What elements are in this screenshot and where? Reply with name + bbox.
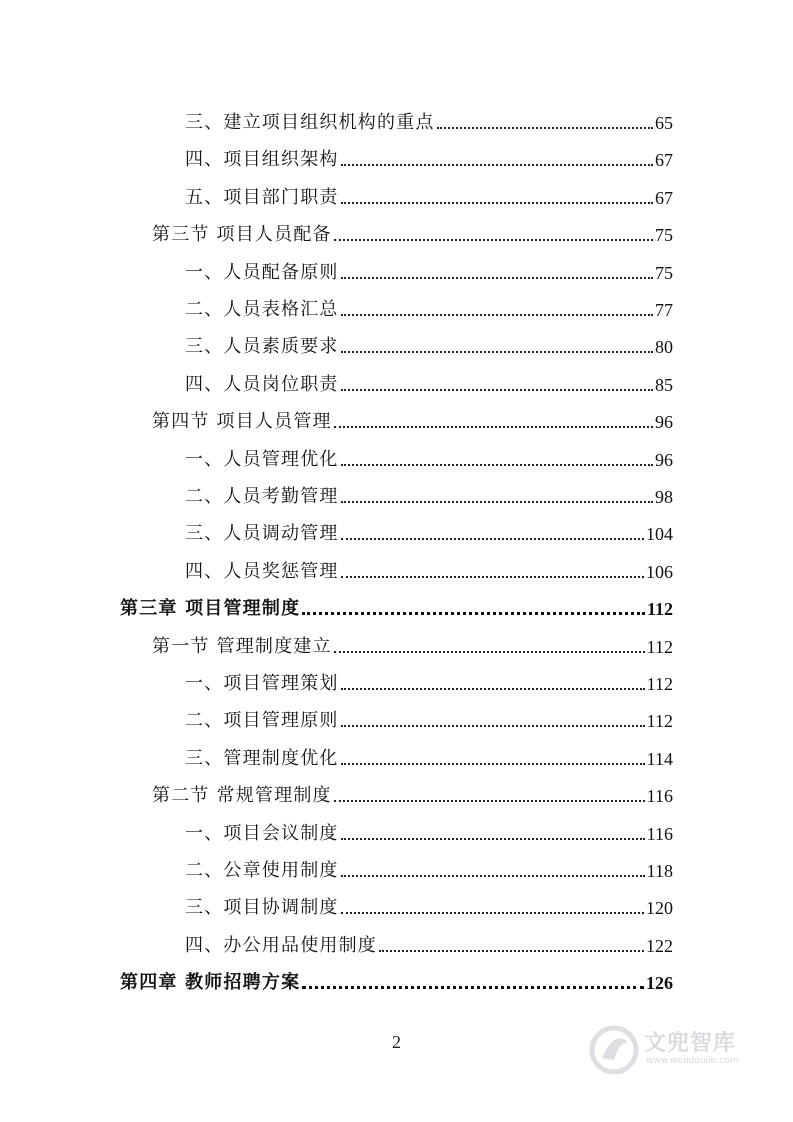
toc-dot-leader — [341, 314, 653, 316]
toc-dot-leader — [341, 501, 653, 503]
toc-entry-page: 114 — [646, 748, 673, 769]
toc-entry-label: 一、项目会议制度 — [185, 822, 339, 844]
toc-entry-label: 第三章 项目管理制度 — [120, 598, 301, 620]
toc-dot-leader — [341, 464, 653, 466]
toc-entry-label: 二、公章使用制度 — [185, 860, 339, 881]
toc-dot-leader — [341, 838, 645, 840]
toc-entry-page: 96 — [655, 412, 673, 433]
wendou-logo-icon — [588, 1022, 640, 1078]
toc-entry-item[interactable] — [185, 555, 673, 583]
toc-entry-page: 120 — [646, 898, 673, 919]
toc-entry-page: 112 — [646, 599, 673, 620]
toc-entry-section[interactable] — [152, 405, 673, 433]
toc-entry-page: 104 — [646, 524, 673, 545]
toc-dot-leader — [437, 127, 653, 129]
toc-dot-leader — [341, 763, 645, 765]
toc-dot-leader — [334, 651, 645, 653]
toc-dot-leader — [341, 277, 653, 279]
toc-entry-label: 二、项目管理原则 — [185, 710, 339, 732]
toc-dot-leader — [341, 164, 653, 166]
toc-entry-section[interactable] — [152, 779, 673, 807]
toc-entry-item[interactable] — [185, 368, 673, 396]
watermark-name: 文兜智库 — [644, 1031, 737, 1056]
toc-dot-leader — [302, 612, 645, 615]
toc-entry-label: 第四章 教师招聘方案 — [120, 972, 301, 994]
toc-dot-leader — [341, 538, 644, 540]
toc-entry-page: 112 — [646, 636, 673, 657]
toc-entry-section[interactable] — [152, 218, 673, 246]
watermark-url: www.wendoulib.com — [646, 1056, 739, 1066]
toc-entry-label: 五、项目部门职责 — [185, 186, 339, 208]
toc-entry-chapter[interactable] — [120, 966, 673, 994]
toc-entry-label: 四、项目组织架构 — [185, 149, 339, 171]
toc-entry-item[interactable] — [185, 143, 673, 171]
toc-entry-item[interactable] — [185, 742, 673, 770]
toc-entry-page: 85 — [655, 374, 673, 395]
toc-dot-leader — [341, 725, 645, 727]
toc-entry-item[interactable] — [185, 330, 673, 358]
toc-entry-label: 三、人员素质要求 — [185, 336, 339, 358]
toc-entry-page: 67 — [655, 150, 673, 171]
toc-entry-label: 三、项目协调制度 — [185, 897, 339, 919]
toc-entry-item[interactable] — [185, 854, 673, 882]
toc-entry-label: 一、项目管理策划 — [185, 673, 339, 694]
toc-entry-page: 80 — [655, 337, 673, 358]
toc-entry-chapter[interactable] — [120, 592, 673, 620]
toc-entry-item[interactable] — [185, 517, 673, 545]
toc-entry-page: 122 — [646, 935, 673, 956]
toc-dot-leader — [341, 576, 644, 578]
toc-entry-item[interactable] — [185, 106, 673, 134]
toc-entry-item[interactable] — [185, 667, 673, 695]
toc-entry-item[interactable] — [185, 817, 673, 845]
toc-dot-leader — [341, 688, 645, 690]
toc-entry-section[interactable] — [152, 630, 673, 658]
toc-dot-leader — [334, 800, 645, 802]
toc-entry-page: 65 — [655, 113, 673, 133]
toc-entry-page: 96 — [655, 449, 673, 470]
toc-entry-item[interactable] — [185, 181, 673, 209]
page-number: 2 — [392, 1032, 401, 1052]
toc-entry-page: 75 — [655, 225, 673, 246]
toc-entry-label: 四、人员岗位职责 — [185, 373, 339, 395]
toc-entry-label: 二、人员表格汇总 — [185, 299, 339, 320]
toc-entry-label: 一、人员管理优化 — [185, 448, 339, 470]
toc-dot-leader — [341, 912, 644, 914]
toc-entry-label: 三、管理制度优化 — [185, 747, 339, 769]
toc-entry-item[interactable] — [185, 704, 673, 732]
toc-entry-item[interactable] — [185, 929, 673, 957]
toc-dot-leader — [334, 426, 653, 428]
toc-dot-leader — [379, 950, 644, 952]
toc-entry-label: 四、办公用品使用制度 — [185, 934, 377, 956]
toc-dot-leader — [341, 875, 645, 877]
toc-entry-page: 98 — [655, 487, 673, 507]
toc-entry-page: 67 — [655, 187, 673, 208]
toc-entry-page: 77 — [655, 300, 673, 320]
toc-entry-page: 112 — [646, 711, 673, 732]
toc-dot-leader — [341, 351, 653, 353]
toc-entry-label: 第一节 管理制度建立 — [152, 635, 332, 657]
toc-entry-page: 116 — [646, 823, 673, 844]
toc-dot-leader — [302, 986, 644, 989]
toc-entry-page: 118 — [646, 861, 673, 881]
toc-entry-label: 一、人员配备原则 — [185, 261, 339, 283]
toc-entry-label: 第三节 项目人员配备 — [152, 224, 332, 246]
toc-entry-page: 126 — [646, 973, 673, 994]
toc-entry-item[interactable] — [185, 256, 673, 284]
toc-dot-leader — [341, 202, 653, 204]
toc-entry-label: 三、建立项目组织机构的重点 — [185, 112, 435, 133]
toc-dot-leader — [341, 389, 653, 391]
toc-entry-label: 第二节 常规管理制度 — [152, 785, 332, 807]
toc-entry-page: 75 — [655, 262, 673, 283]
toc-entry-item[interactable] — [185, 443, 673, 471]
toc-entry-label: 二、人员考勤管理 — [185, 486, 339, 507]
toc-entry-page: 106 — [646, 561, 673, 582]
watermark — [588, 1020, 758, 1080]
toc-dot-leader — [334, 239, 653, 241]
toc-entry-page: 116 — [646, 786, 673, 807]
toc-entry-label: 第四节 项目人员管理 — [152, 411, 332, 433]
toc-entry-label: 四、人员奖惩管理 — [185, 560, 339, 582]
toc-entry-item[interactable] — [185, 293, 673, 321]
toc-entry-item[interactable] — [185, 480, 673, 508]
toc-entry-label: 三、人员调动管理 — [185, 523, 339, 545]
toc-entry-item[interactable] — [185, 891, 673, 919]
toc-entry-page: 112 — [646, 674, 673, 694]
